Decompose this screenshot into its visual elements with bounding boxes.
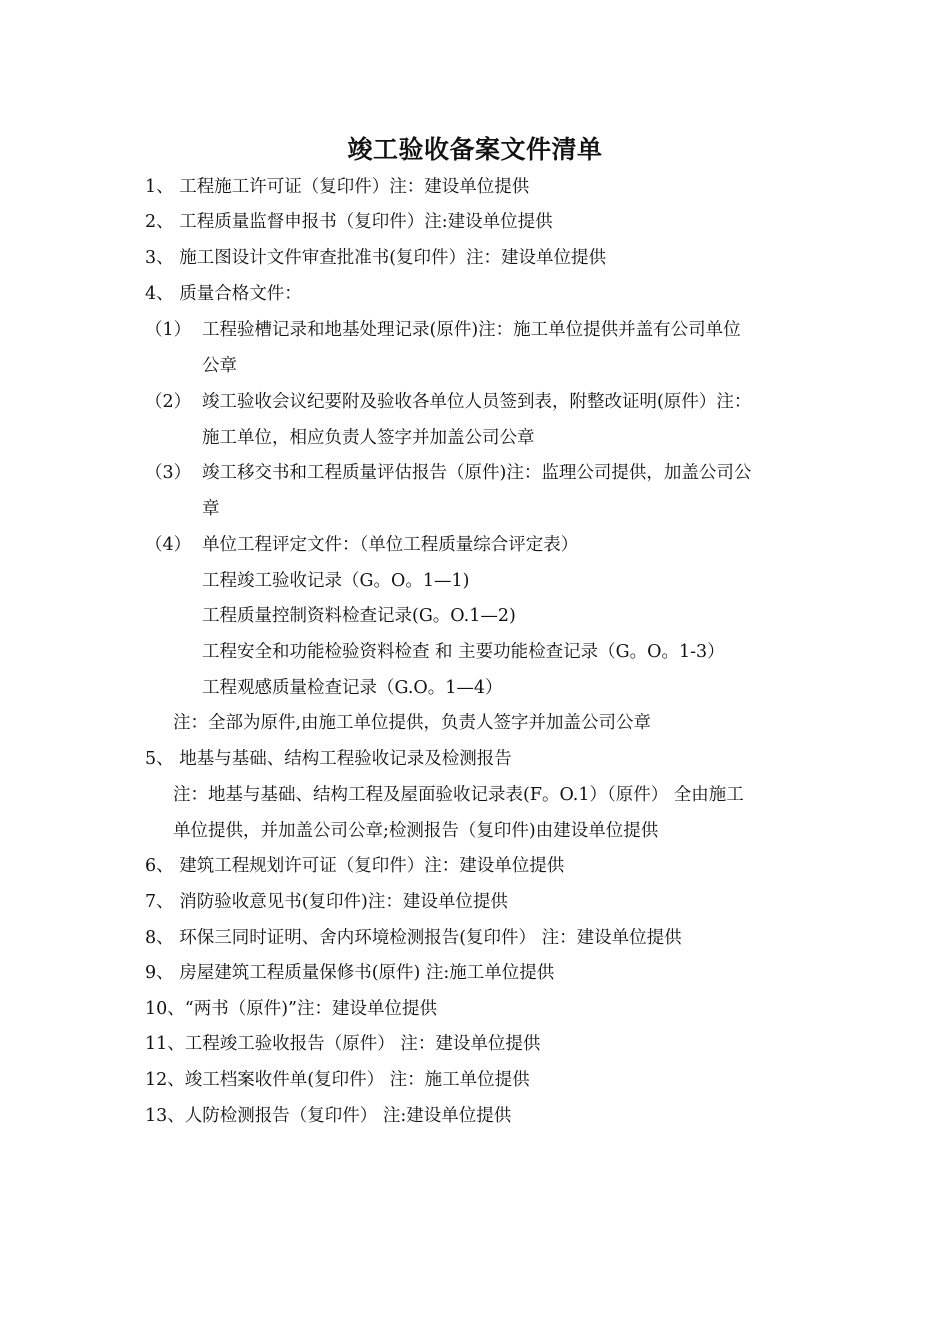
sub-item-3-number: （3） [145,463,192,483]
sub-item-2-line-1: 竣工验收会议纪要附及验收各单位人员签到表，附整改证明(原件）注： [202,392,752,412]
note-item-5-line-1: 注：地基与基础、结构工程及屋面验收记录表(F。O.1）（原件） 全由施工 [173,785,744,805]
sub-item-1-number: （1） [145,320,192,340]
list-item-8: 8、 环保三同时证明、舍内环境检测报告(复印件） 注：建设单位提供 [145,928,682,948]
document-title: 竣工验收备案文件清单 [347,135,603,164]
sub-item-3-line-2: 章 [202,499,220,519]
list-item-6: 6、 建筑工程规划许可证（复印件）注：建设单位提供 [145,856,565,876]
list-item-7: 7、 消防验收意见书(复印件)注：建设单位提供 [145,892,508,912]
sub-item-1-line-2: 公章 [202,356,237,376]
sub-item-4-line-5: 工程观感质量检查记录（G.O。1—4） [202,678,503,698]
sub-item-4-line-1: 单位工程评定文件：（单位工程质量综合评定表） [202,535,579,555]
note-item-5-line-2: 单位提供，并加盖公司公章;检测报告（复印件)由建设单位提供 [173,821,659,841]
sub-item-4-line-3: 工程质量控制资料检查记录(G。O.1—2) [202,606,516,626]
note-item-4: 注：全部为原件,由施工单位提供，负责人签字并加盖公司公章 [173,713,652,733]
sub-item-4-line-2: 工程竣工验收记录（G。O。1—1) [202,571,470,591]
list-item-5: 5、 地基与基础、结构工程验收记录及检测报告 [145,749,512,769]
list-item-11: 11、工程竣工验收报告（原件） 注：建设单位提供 [145,1034,541,1054]
list-item-1: 1、 工程施工许可证（复印件）注：建设单位提供 [145,177,530,197]
sub-item-4-line-4: 工程安全和功能检验资料检查 和 主要功能检查记录（G。O。1-3） [202,642,725,662]
sub-item-3-line-1: 竣工移交书和工程质量评估报告（原件)注：监理公司提供，加盖公司公 [202,463,752,483]
sub-item-4-number: （4） [145,535,192,555]
list-item-10: 10、“两书（原件)”注：建设单位提供 [145,999,437,1019]
sub-item-2-number: （2） [145,392,192,412]
list-item-4: 4、 质量合格文件： [145,284,302,304]
list-item-2: 2、 工程质量监督申报书（复印件）注:建设单位提供 [145,212,553,232]
list-item-13: 13、人防检测报告（复印件） 注:建设单位提供 [145,1106,512,1126]
list-item-9: 9、 房屋建筑工程质量保修书(原件) 注:施工单位提供 [145,963,555,983]
list-item-3: 3、 施工图设计文件审查批准书(复印件）注：建设单位提供 [145,248,607,268]
sub-item-2-line-2: 施工单位，相应负责人签字并加盖公司公章 [202,428,535,448]
sub-item-1-line-1: 工程验槽记录和地基处理记录(原件)注：施工单位提供并盖有公司单位 [202,320,741,340]
list-item-12: 12、竣工档案收件单(复印件） 注：施工单位提供 [145,1070,530,1090]
